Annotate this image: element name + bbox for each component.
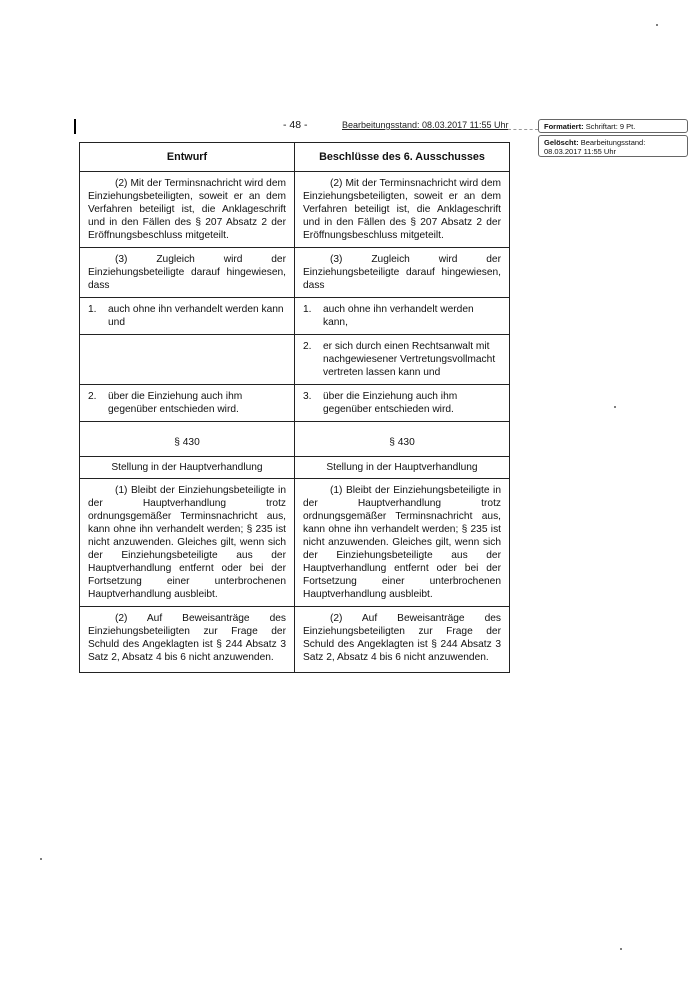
- scan-speck: [614, 406, 616, 408]
- comment-connector: [508, 129, 538, 130]
- list-item: [303, 303, 501, 329]
- paragraph: (1) Bleibt der Einziehungsbeteiligte in der Hauptverhandlung trotz ordnungsgemäßer Terminsnachricht aus, kann ohne ihn verhandelt werden; § 235 ist nicht anzuwenden. Gleiches gilt, wenn sich der Einziehungsbeteiligte aus der Hauptverhandlung entfernt oder bei der Fortsetzung einer unterbrochenen Hauptverhandlung ausbleibt.: [88, 485, 286, 600]
- list-number: 1.: [303, 304, 312, 315]
- table-row: [80, 607, 510, 673]
- table-row: [80, 479, 510, 607]
- table-row: [80, 172, 510, 248]
- list-number: 2.: [303, 341, 312, 352]
- paragraph: (2) Mit der Terminsnachricht wird dem Einziehungsbeteiligten, soweit er an dem Verfahren beteiligt ist, die Anklageschrift und in den Fällen des § 207 Absatz 2 der Eröffnungsbeschluss mitgeteilt.: [88, 178, 286, 241]
- list-item: [303, 340, 501, 379]
- paragraph: (1) Bleibt der Einziehungsbeteiligte in der Hauptverhandlung trotz ordnungsgemäßer Terminsnachricht aus, kann ohne ihn verhandelt werden; § 235 ist nicht anzuwenden. Gleiches gilt, wenn sich der Einziehungsbeteiligte aus der Hauptverhandlung entfernt oder bei der Fortsetzung einer unterbrochenen Hauptverhandlung ausbleibt.: [303, 485, 501, 600]
- table-header-row: [80, 143, 510, 172]
- list-text: auch ohne ihn verhandelt werden kann und: [108, 304, 284, 328]
- table-row: [80, 298, 510, 335]
- synopsis-table: [79, 142, 510, 673]
- paragraph: (3) Zugleich wird der Einziehungsbeteiligte darauf hingewiesen, dass: [88, 254, 286, 291]
- section-title: Stellung in der Hauptverhandlung: [295, 457, 510, 479]
- table-row: [80, 385, 510, 422]
- edit-status: Bearbeitungsstand: 08.03.2017 11:55 Uhr: [342, 120, 509, 130]
- list-text: er sich durch einen Rechtsanwalt mit nachgewiesener Vertretungsvollmacht vertreten lassen kann und: [323, 341, 496, 378]
- paragraph: (3) Zugleich wird der Einziehungsbeteiligte darauf hingewiesen, dass: [303, 254, 501, 291]
- list-item: [303, 390, 501, 416]
- table-row: [80, 457, 510, 479]
- table-row: [80, 335, 510, 385]
- scan-speck: [656, 24, 658, 26]
- comment-formatted[interactable]: [538, 119, 688, 133]
- comment-label: Gelöscht:: [544, 138, 579, 147]
- table-row: [80, 248, 510, 298]
- column-header-draft: Entwurf: [80, 143, 295, 172]
- column-header-committee: Beschlüsse des 6. Ausschusses: [295, 143, 510, 172]
- scan-speck: [40, 858, 42, 860]
- table-row: [80, 422, 510, 457]
- section-number: § 430: [80, 422, 295, 457]
- comment-text: Bearbeitungsstand: 08.03.2017 11:55 Uhr: [544, 138, 646, 156]
- page-number: - 48 -: [283, 119, 308, 131]
- comment-text: Schriftart: 9 Pt.: [585, 122, 636, 131]
- list-text: auch ohne ihn verhandelt werden kann,: [323, 304, 474, 328]
- paragraph: (2) Auf Beweisanträge des Einziehungsbeteiligten zur Frage der Schuld des Angeklagten ist § 244 Absatz 3 Satz 2, Absatz 4 bis 6 nicht anzuwenden.: [303, 613, 501, 663]
- paragraph: (2) Auf Beweisanträge des Einziehungsbeteiligten zur Frage der Schuld des Angeklagten ist § 244 Absatz 3 Satz 2, Absatz 4 bis 6 nicht anzuwenden.: [88, 613, 286, 663]
- list-item: [88, 303, 286, 329]
- scan-speck: [620, 948, 622, 950]
- section-number: § 430: [295, 422, 510, 457]
- list-item: [88, 390, 286, 416]
- list-text: über die Einziehung auch ihm gegenüber entschieden wird.: [108, 391, 243, 415]
- list-number: 2.: [88, 391, 97, 402]
- empty-cell: [80, 335, 295, 385]
- list-number: 3.: [303, 391, 312, 402]
- list-number: 1.: [88, 304, 97, 315]
- comment-deleted[interactable]: [538, 135, 688, 157]
- section-title: Stellung in der Hauptverhandlung: [80, 457, 295, 479]
- list-text: über die Einziehung auch ihm gegenüber entschieden wird.: [323, 391, 458, 415]
- change-bar: [74, 119, 76, 134]
- comment-label: Formatiert:: [544, 122, 584, 131]
- paragraph: (2) Mit der Terminsnachricht wird dem Einziehungsbeteiligten, soweit er an dem Verfahren beteiligt ist, die Anklageschrift und in den Fällen des § 207 Absatz 2 der Eröffnungsbeschluss mitgeteilt.: [303, 178, 501, 241]
